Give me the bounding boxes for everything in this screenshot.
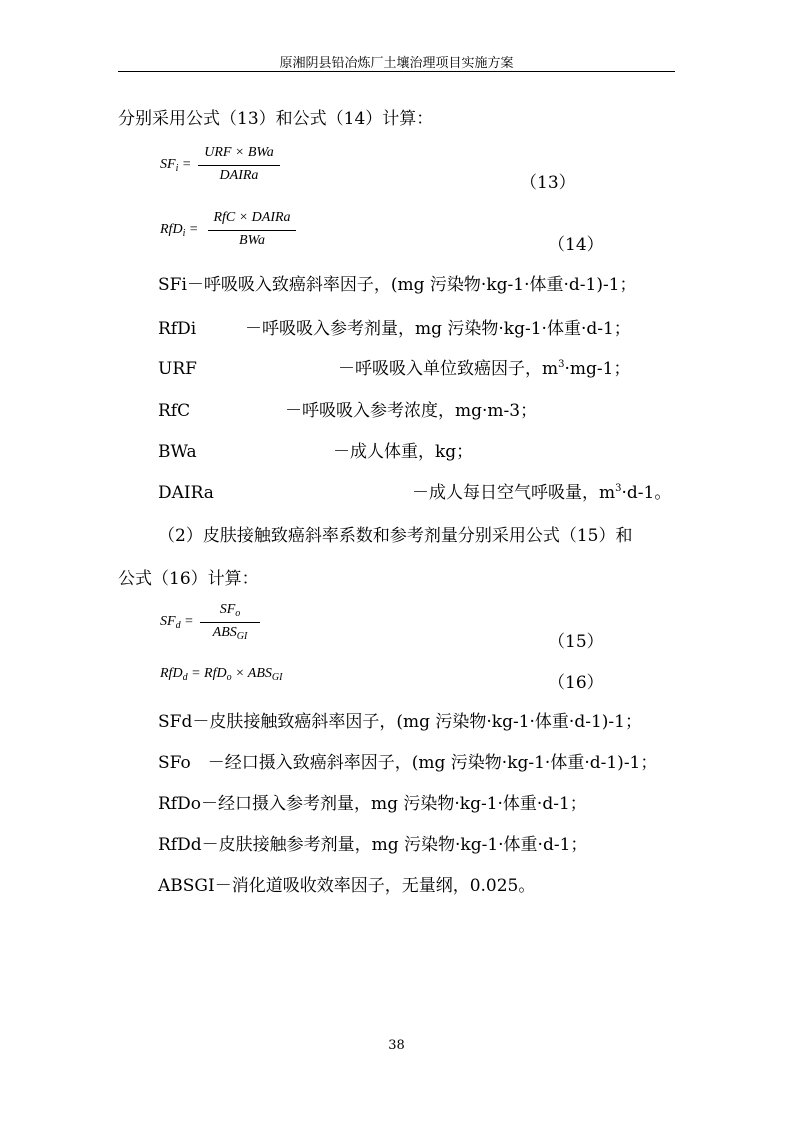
page-header: 原湘阴县铅冶炼厂土壤治理项目实施方案 [279,56,514,71]
def-sfi [158,274,637,296]
def-sfd: SFd－皮肤接触致癌斜率因子，(mg 污染物·kg-1·体重·d-1)-1； [158,712,642,732]
eq16-label: （16） [548,673,604,693]
def-absgi: ABSGI－消化道吸收效率因子，无量纲，0.025。 [158,876,536,896]
eq14-lhs: RfD$_i$ = [160,222,199,239]
header-rule [118,71,675,72]
page-number: 38 [388,1038,405,1053]
def-bwa-desc: －成人体重，kg； [333,442,474,462]
paragraph-2-line1: （2）皮肤接触致癌斜率系数和参考剂量分别采用公式（15）和 [158,526,633,546]
eq13-label: （13） [520,173,576,193]
eq15-label: （15） [548,632,604,652]
def-urf-desc: －呼吸吸入单位致癌因子，$m^3\cdot mg-1$； [338,359,631,379]
def-daira-desc: －成人每日空气呼吸量，$m^3\cdot d-1$。 [412,483,672,503]
def-rfc-term: RfC [158,401,191,421]
eq13-denominator: DAIRa [219,168,259,183]
eq15-denominator: $ABS_{GI}$ [212,625,248,642]
intro-text: 分别采用公式（13）和公式（14）计算： [118,109,434,129]
def-bwa-term: BWa [158,442,197,462]
eq13-fraction-bar [198,165,280,166]
def-desc: －呼吸吸入致癌斜率因子，(mg 污染物·kg-1·体重·d-1)-1； [186,275,637,295]
eq13-numerator: URF × BWa [204,145,274,160]
def-rfdi-desc: －呼吸吸入参考剂量，mg 污染物·kg-1·体重·d-1； [245,319,631,339]
paragraph-2-line2: 公式（16）计算： [118,569,259,589]
def-sfo: SFo －经口摄入致癌斜率因子，(mg 污染物·kg-1·体重·d-1)-1； [158,753,658,773]
def-rfdd: RfDd－皮肤接触参考剂量，mg 污染物·kg-1·体重·d-1； [158,835,588,855]
def-rfdi-term: RfDi [158,319,197,339]
eq14-numerator: RfC × DAIRa [213,210,291,225]
eq15-numerator: $SF_o$ [219,602,241,619]
eq15-lhs: $SF_d$ = [160,614,194,631]
def-term: SFi [158,275,187,295]
eq13-lhs: $SF_i$ = [160,157,192,174]
eq16-expression: $RfD_d = RfD_o \times ABS_{GI}$ [160,666,283,683]
def-rfc-desc: －呼吸吸入参考浓度，mg·m-3； [285,401,538,421]
eq14-denominator: BWa [239,233,265,248]
eq14-label: （14） [548,235,604,255]
def-urf-term: URF [158,359,197,379]
eq14-fraction-bar [208,230,296,231]
def-daira-term: DAIRa [158,483,214,503]
eq15-fraction-bar [200,622,260,623]
def-rfdo: RfDo－经口摄入参考剂量，mg 污染物·kg-1·体重·d-1； [158,794,587,814]
